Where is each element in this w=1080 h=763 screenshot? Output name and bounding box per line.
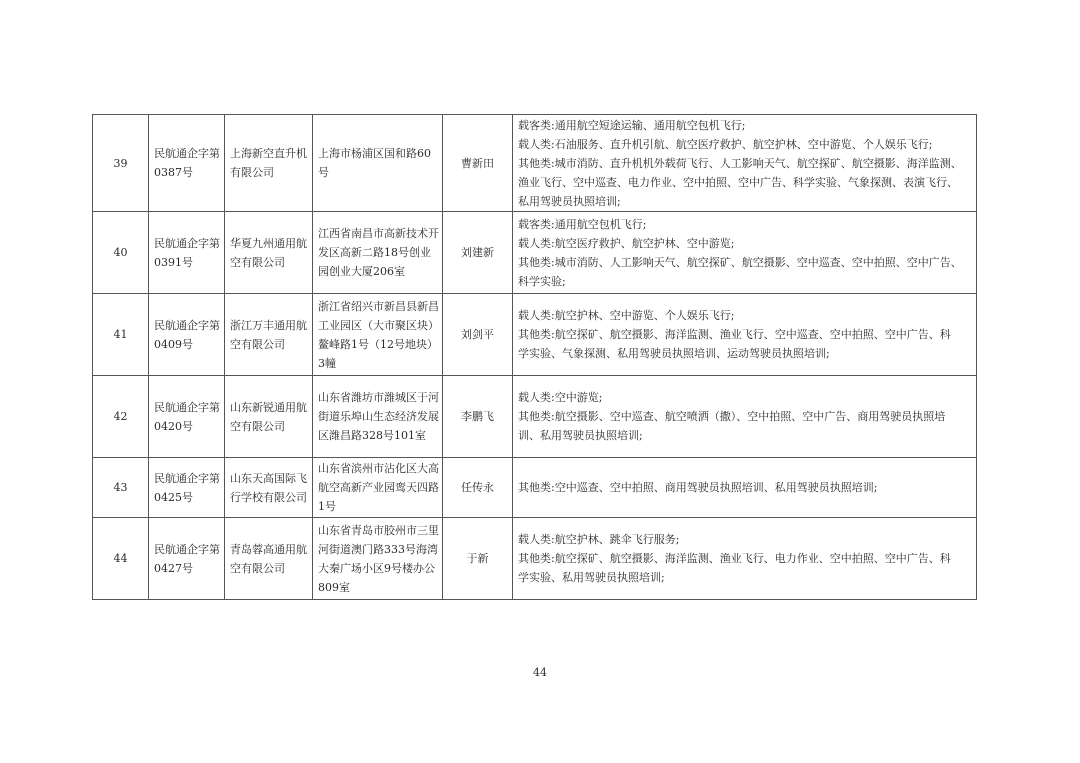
legal-representative: 曹新田 — [443, 115, 513, 212]
row-index: 41 — [93, 294, 149, 376]
company-name: 青岛蓉高通用航空有限公司 — [225, 518, 313, 600]
license-number: 民航通企字第0420号 — [149, 376, 225, 458]
legal-representative: 李鹏飞 — [443, 376, 513, 458]
company-registry-table — [92, 114, 977, 600]
business-scope-line: 科学实验; — [518, 274, 566, 288]
business-scope-line: 其他类:空中巡查、空中拍照、商用驾驶员执照培训、私用驾驶员执照培训; — [518, 481, 878, 494]
legal-representative: 刘建新 — [443, 212, 513, 294]
license-number: 民航通企字第0425号 — [149, 458, 225, 518]
business-scope — [513, 212, 977, 294]
table-row — [93, 212, 977, 294]
license-number: 民航通企字第0391号 — [149, 212, 225, 294]
company-address: 山东省滨州市沾化区大高航空高新产业园鸾天四路1号 — [313, 458, 443, 518]
company-address: 山东省青岛市胶州市三里河街道澳门路333号海湾大秦广场小区9号楼办公809室 — [313, 518, 443, 600]
company-address: 浙江省绍兴市新昌县新昌工业园区（大市聚区块）鳌峰路1号（12号地块）3幢 — [313, 294, 443, 376]
company-address: 山东省潍坊市潍城区于河街道乐埠山生态经济发展区潍昌路328号101室 — [313, 376, 443, 458]
business-scope-line: 渔业飞行、空中巡查、电力作业、空中拍照、空中广告、科学实验、气象探测、表演飞行、 — [518, 175, 958, 189]
page-number: 44 — [533, 666, 547, 679]
business-scope-line: 学实验、私用驾驶员执照培训; — [518, 571, 665, 584]
business-scope-line: 其他类:城市消防、直升机机外载荷飞行、人工影响天气、航空探矿、航空摄影、海洋监测、 — [518, 156, 962, 170]
company-address: 江西省南昌市高新技术开发区高新二路18号创业园创业大厦206室 — [313, 212, 443, 294]
business-scope-line: 载人类:航空护林、空中游览、个人娱乐飞行; — [518, 309, 735, 322]
table-row — [93, 458, 977, 518]
table-row — [93, 115, 977, 212]
business-scope-line: 载人类:空中游览; — [518, 391, 603, 404]
business-scope-line: 其他类:航空探矿、航空摄影、海洋监测、渔业飞行、电力作业、空中拍照、空中广告、科 — [518, 552, 951, 565]
table-row — [93, 376, 977, 458]
legal-representative: 任传永 — [443, 458, 513, 518]
business-scope — [513, 115, 977, 212]
company-name: 山东新锐通用航空有限公司 — [225, 376, 313, 458]
company-name: 上海新空直升机有限公司 — [225, 115, 313, 212]
business-scope — [513, 376, 977, 458]
company-name: 华夏九州通用航空有限公司 — [225, 212, 313, 294]
business-scope-line: 训、私用驾驶员执照培训; — [518, 429, 643, 442]
business-scope — [513, 458, 977, 518]
table-row — [93, 518, 977, 600]
business-scope-line: 学实验、气象探测、私用驾驶员执照培训、运动驾驶员执照培训; — [518, 347, 830, 360]
business-scope — [513, 518, 977, 600]
legal-representative: 于新 — [443, 518, 513, 600]
business-scope-line: 其他类:航空摄影、空中巡查、航空喷洒（撒）、空中拍照、空中广告、商用驾驶员执照培 — [518, 410, 946, 423]
business-scope-line: 私用驾驶员执照培训; — [518, 194, 621, 208]
license-number: 民航通企字第0427号 — [149, 518, 225, 600]
license-number: 民航通企字第0387号 — [149, 115, 225, 212]
row-index: 40 — [93, 212, 149, 294]
business-scope-line: 其他类:航空探矿、航空摄影、海洋监测、渔业飞行、空中巡查、空中拍照、空中广告、科 — [518, 328, 951, 341]
company-name: 山东天高国际飞行学校有限公司 — [225, 458, 313, 518]
row-index: 43 — [93, 458, 149, 518]
table-row — [93, 294, 977, 376]
row-index: 42 — [93, 376, 149, 458]
row-index: 39 — [93, 115, 149, 212]
row-index: 44 — [93, 518, 149, 600]
license-number: 民航通企字第0409号 — [149, 294, 225, 376]
business-scope-line: 载客类:通用航空短途运输、通用航空包机飞行; — [518, 118, 746, 132]
business-scope-line: 载客类:通用航空包机飞行; — [518, 217, 647, 231]
business-scope-line: 载人类:航空护林、跳伞飞行服务; — [518, 533, 680, 546]
business-scope-line: 载人类:航空医疗救护、航空护林、空中游览; — [518, 236, 735, 250]
company-address: 上海市杨浦区国和路60号 — [313, 115, 443, 212]
business-scope — [513, 294, 977, 376]
legal-representative: 刘剑平 — [443, 294, 513, 376]
business-scope-line: 其他类:城市消防、人工影响天气、航空探矿、航空摄影、空中巡查、空中拍照、空中广告、 — [518, 255, 962, 269]
business-scope-line: 载人类:石油服务、直升机引航、航空医疗救护、航空护林、空中游览、个人娱乐飞行; — [518, 137, 933, 151]
company-name: 浙江万丰通用航空有限公司 — [225, 294, 313, 376]
